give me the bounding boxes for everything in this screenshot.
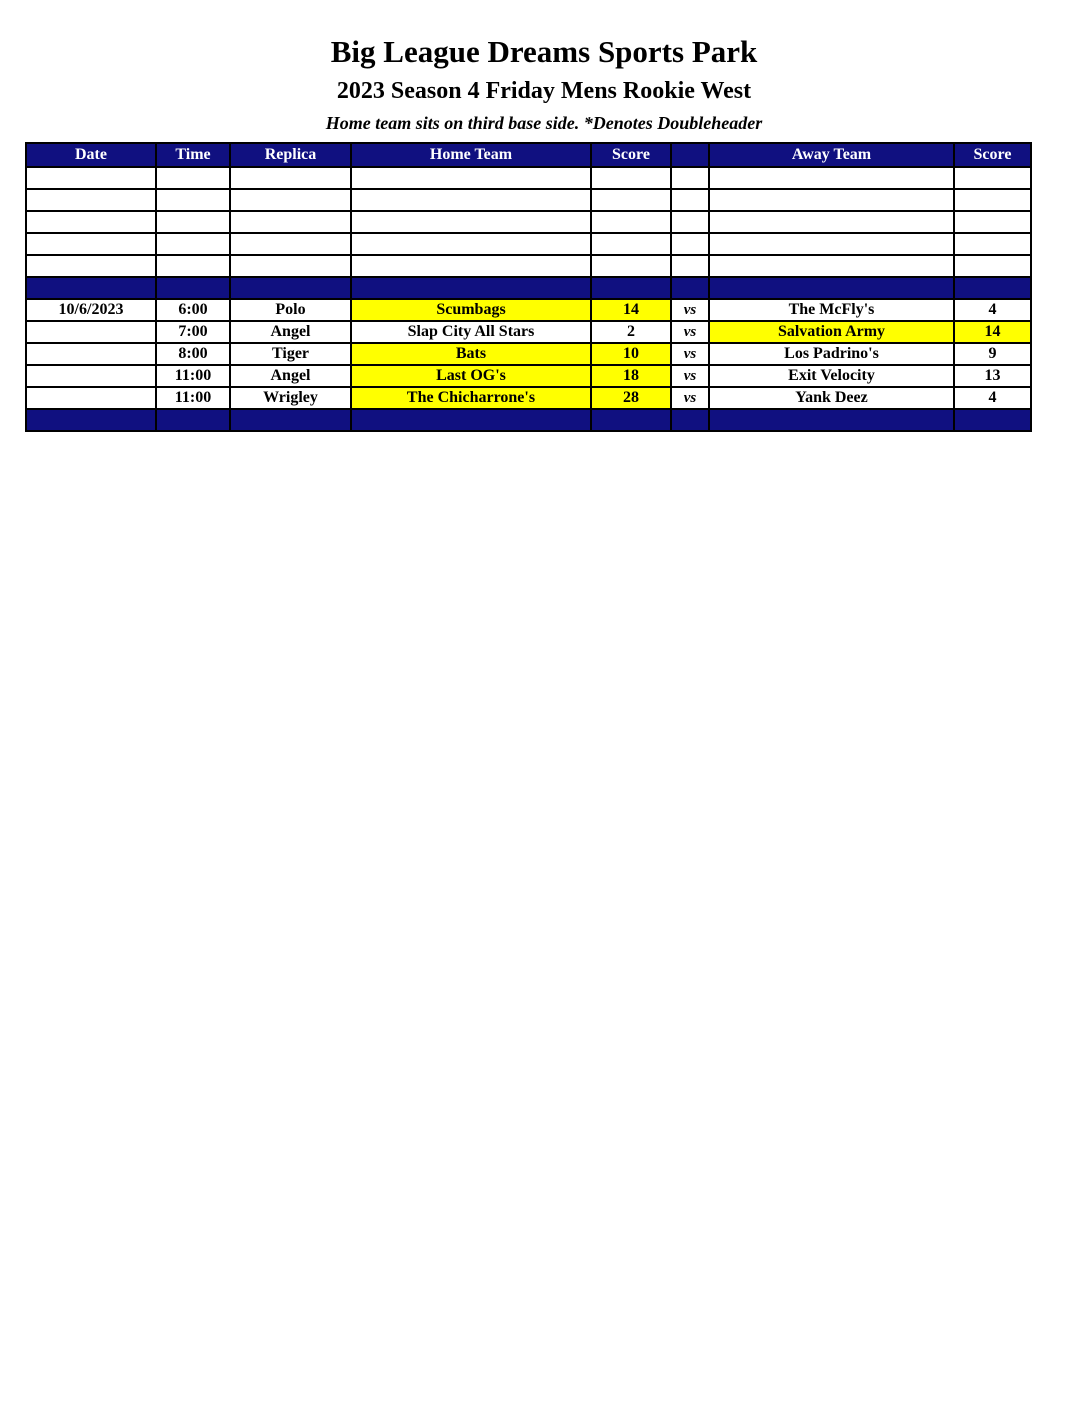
game-time-cell: 8:00	[156, 343, 230, 365]
col-header-time: Time	[156, 143, 230, 167]
schedule-table	[25, 142, 1032, 432]
empty-row-cell	[351, 167, 591, 189]
col-header-home-team: Home Team	[351, 143, 591, 167]
empty-row-cell	[709, 211, 954, 233]
empty-row-cell	[230, 167, 351, 189]
home-team-cell: Scumbags	[351, 299, 591, 321]
away-score-cell: 14	[954, 321, 1031, 343]
page-subtitle: 2023 Season 4 Friday Mens Rookie West	[336, 78, 752, 104]
empty-row-cell	[709, 233, 954, 255]
game-row	[26, 343, 1031, 365]
home-score-cell: 2	[591, 321, 671, 343]
away-team-cell: Yank Deez	[709, 387, 954, 409]
separator-row-cell	[156, 277, 230, 299]
empty-row	[26, 211, 1031, 233]
col-header-away-team: Away Team	[709, 143, 954, 167]
empty-row-cell	[709, 167, 954, 189]
empty-row-cell	[954, 211, 1031, 233]
game-replica-cell: Wrigley	[230, 387, 351, 409]
game-date-cell	[26, 365, 156, 387]
vs-cell: vs	[671, 321, 709, 343]
away-team-cell: Los Padrino's	[709, 343, 954, 365]
game-date-cell	[26, 387, 156, 409]
empty-row-cell	[954, 255, 1031, 277]
footer-separator-row-cell	[351, 409, 591, 431]
empty-row-cell	[26, 167, 156, 189]
game-date-cell	[26, 343, 156, 365]
empty-row-cell	[351, 211, 591, 233]
game-date-cell	[26, 321, 156, 343]
home-team-cell: The Chicharrone's	[351, 387, 591, 409]
home-score-cell: 28	[591, 387, 671, 409]
footer-separator-row-cell	[156, 409, 230, 431]
page-title: Big League Dreams Sports Park	[330, 34, 758, 69]
col-header-vs-spacer	[671, 143, 709, 167]
game-date-cell: 10/6/2023	[26, 299, 156, 321]
separator-row-cell	[26, 277, 156, 299]
game-row	[26, 387, 1031, 409]
game-row	[26, 299, 1031, 321]
vs-cell: vs	[671, 365, 709, 387]
game-time-cell: 7:00	[156, 321, 230, 343]
separator-row	[26, 277, 1031, 299]
empty-row-cell	[709, 189, 954, 211]
empty-row-cell	[591, 255, 671, 277]
home-team-cell: Slap City All Stars	[351, 321, 591, 343]
empty-row-cell	[351, 255, 591, 277]
away-score-cell: 13	[954, 365, 1031, 387]
empty-row-cell	[230, 189, 351, 211]
empty-row-cell	[230, 211, 351, 233]
col-header-away-score: Score	[954, 143, 1031, 167]
page-header	[0, 0, 1088, 134]
separator-row-cell	[671, 277, 709, 299]
empty-row-cell	[671, 167, 709, 189]
footer-separator-row	[26, 409, 1031, 431]
game-replica-cell: Angel	[230, 321, 351, 343]
away-team-cell: Salvation Army	[709, 321, 954, 343]
empty-row-cell	[351, 189, 591, 211]
footer-separator-row-cell	[591, 409, 671, 431]
vs-cell: vs	[671, 299, 709, 321]
empty-row-cell	[230, 255, 351, 277]
empty-row-cell	[156, 167, 230, 189]
game-time-cell: 11:00	[156, 365, 230, 387]
away-score-cell: 4	[954, 299, 1031, 321]
home-team-cell: Bats	[351, 343, 591, 365]
game-replica-cell: Angel	[230, 365, 351, 387]
game-replica-cell: Polo	[230, 299, 351, 321]
home-score-cell: 18	[591, 365, 671, 387]
separator-row-cell	[591, 277, 671, 299]
empty-row-cell	[26, 233, 156, 255]
empty-row	[26, 167, 1031, 189]
header-row	[26, 143, 1031, 167]
separator-row-cell	[954, 277, 1031, 299]
empty-row-cell	[156, 255, 230, 277]
game-time-cell: 11:00	[156, 387, 230, 409]
empty-row-cell	[156, 233, 230, 255]
footer-separator-row-cell	[954, 409, 1031, 431]
col-header-home-score: Score	[591, 143, 671, 167]
away-team-cell: Exit Velocity	[709, 365, 954, 387]
footer-separator-row-cell	[671, 409, 709, 431]
home-score-cell: 10	[591, 343, 671, 365]
empty-row-cell	[26, 189, 156, 211]
page-note: Home team sits on third base side. *Denotes Doubleheader	[325, 113, 763, 133]
away-score-cell: 9	[954, 343, 1031, 365]
empty-row-cell	[591, 189, 671, 211]
empty-row-cell	[591, 167, 671, 189]
empty-row-cell	[26, 211, 156, 233]
empty-row	[26, 255, 1031, 277]
empty-row-cell	[954, 167, 1031, 189]
footer-separator-row-cell	[26, 409, 156, 431]
empty-row-cell	[26, 255, 156, 277]
footer-separator-row-cell	[230, 409, 351, 431]
away-team-cell: The McFly's	[709, 299, 954, 321]
empty-row-cell	[156, 211, 230, 233]
footer-separator-row-cell	[709, 409, 954, 431]
game-time-cell: 6:00	[156, 299, 230, 321]
vs-cell: vs	[671, 387, 709, 409]
separator-row-cell	[351, 277, 591, 299]
away-score-cell: 4	[954, 387, 1031, 409]
empty-row-cell	[591, 211, 671, 233]
empty-row-cell	[671, 233, 709, 255]
empty-row-cell	[954, 233, 1031, 255]
game-replica-cell: Tiger	[230, 343, 351, 365]
empty-row	[26, 233, 1031, 255]
empty-row-cell	[671, 211, 709, 233]
empty-row-cell	[156, 189, 230, 211]
col-header-replica: Replica	[230, 143, 351, 167]
game-row	[26, 365, 1031, 387]
empty-row-cell	[230, 233, 351, 255]
separator-row-cell	[230, 277, 351, 299]
empty-row-cell	[671, 189, 709, 211]
empty-row-cell	[671, 255, 709, 277]
empty-row-cell	[709, 255, 954, 277]
col-header-date: Date	[26, 143, 156, 167]
vs-cell: vs	[671, 343, 709, 365]
home-team-cell: Last OG's	[351, 365, 591, 387]
game-row	[26, 321, 1031, 343]
empty-row-cell	[591, 233, 671, 255]
empty-row-cell	[351, 233, 591, 255]
empty-row	[26, 189, 1031, 211]
home-score-cell: 14	[591, 299, 671, 321]
empty-row-cell	[954, 189, 1031, 211]
separator-row-cell	[709, 277, 954, 299]
